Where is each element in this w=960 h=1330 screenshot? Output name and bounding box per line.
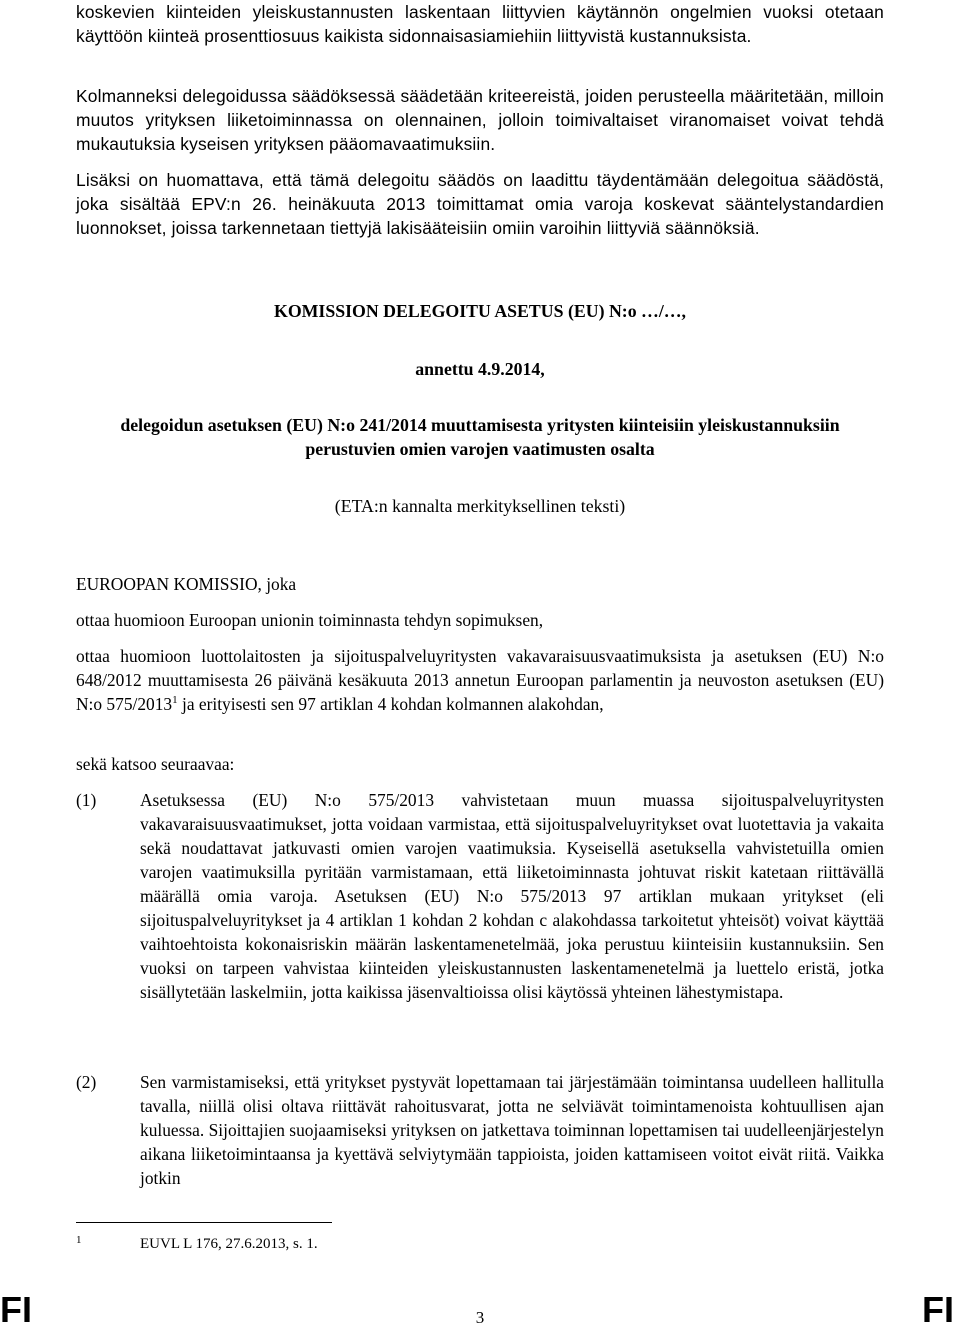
recital-number: (1) [76, 790, 97, 810]
paragraph-additionally: Lisäksi on huomattava, että tämä delegoitu säädös on laadittu täydentämään delegoitua säädöstä, joka sisältää EPV:n 26. heinäkuuta 2013 toimittamat omia varoja koskevat sääntelystandardien luonnokset, joissa tarkennetaan tiettyjä lakisääteisiin omiin varoihin liittyviä säännöksiä. [76, 170, 884, 238]
preamble-commission: EUROOPAN KOMISSIO, joka [76, 574, 297, 594]
preamble-regulation [76, 644, 884, 716]
paragraph-intro-continued: koskevien kiinteiden yleiskustannusten laskentaan liittyvien käytännön ongelmien vuoksi otetaan käyttöön kiinteä prosenttiosuus kaikista sidonnaisasiamiehiin liittyvistä kustannuksista. [76, 2, 884, 46]
recital-text: Asetuksessa (EU) N:o 575/2013 vahvistetaan muun muassa sijoituspalveluyritysten vakavaraisuusvaatimukset, jotta voidaan varmistaa, että sijoituspalveluyritykset ovat luotettavia ja vakaita sekä noudattavat jatkuvasti omien varojen vaatimuksia. Kyseisellä asetuksella vahvistetuilla omien varojen vaatimuksilla pyritään varmistamaan, että liiketoiminnasta johtuvat riskit katetaan riittävällä määrällä omia varoja. Asetuksen (EU) N:o 575/2013 97 artiklan mukaan yritykset (eli sijoituspalveluyritykset ja 4 artiklan 1 kohdan 2 kohdan c alakohdassa tarkoitetut yhteisöt) voivat käyttää vaihtoehtoista kokonaisriskin määrän laskentamenetelmää, joka perustuu kiinteisiin kustannuksiin. Sen vuoksi on tarpeen vahvistaa kiinteiden yleiskustannusten laskentamenetelmä ja luettelo eristä, jotka sisällytetään laskelmiin, jotta kaikissa jäsenvaltioissa olisi käytössä yhteinen lähestymistapa. [140, 790, 884, 1002]
recital-number: (2) [76, 1072, 97, 1092]
regulation-date: annettu 4.9.2014, [415, 359, 545, 379]
footnote-text: EUVL L 176, 27.6.2013, s. 1. [140, 1236, 318, 1252]
regulation-title: KOMISSION DELEGOITU ASETUS (EU) N:o …/…, [273, 301, 686, 321]
footnote-reference[interactable]: 1 [172, 694, 178, 707]
language-code-left: FI [0, 1289, 32, 1330]
page-number: 3 [475, 1308, 485, 1327]
language-code-right: FI [922, 1289, 954, 1330]
preamble-regulation-text-end: ja erityisesti sen 97 artiklan 4 kohdan kolmannen alakohdan, [177, 694, 604, 714]
footnote-number: 1 [76, 1234, 82, 1246]
footnote-separator [76, 1222, 332, 1223]
preamble-whereas: sekä katsoo seuraavaa: [76, 754, 235, 774]
regulation-subject: delegoidun asetuksen (EU) N:o 241/2014 muuttamisesta yritysten kiinteisiin yleiskustannuksiin perustuvien omien varojen vaatimusten osalta [120, 415, 840, 459]
preamble-treaty: ottaa huomioon Euroopan unionin toiminnasta tehdyn sopimuksen, [76, 610, 544, 630]
preamble-regulation-text: ottaa huomioon luottolaitosten ja sijoituspalveluyritysten vakavaraisuusvaatimuksista ja asetuksen (EU) N:o 648/2012 muuttamisesta 26 päivänä kesäkuuta 2013 annetun Euroopan parlamentin ja neuvoston asetuksen (EU) N:o 575/2013 [76, 646, 884, 714]
paragraph-third-criteria: Kolmanneksi delegoidussa säädöksessä säädetään kriteereistä, joiden perusteella määritetään, milloin muutos yrityksen liiketoiminnassa on olennainen, jolloin toimivaltaiset viranomaiset voivat tehdä mukautuksia kyseisen yrityksen pääomavaatimuksiin. [76, 86, 884, 154]
eea-relevance: (ETA:n kannalta merkityksellinen teksti) [334, 496, 626, 516]
recital-text: Sen varmistamiseksi, että yritykset pystyvät lopettamaan tai järjestämään toimintansa uudelleen hallitulla tavalla, niillä olisi oltava riittävät rahoitusvarat, jotta ne selviävät toimintamenoista kohtuullisen ajan kuluessa. Sijoittajien suojaamiseksi yrityksen on jatkettava toiminnan lopettamisen tai uudelleenjärjestelyn aikana liiketoimintaansa ja kyettävä selviytymään tappioista, joiden kattamiseen voitot eivät riitä. Vaikka jotkin [140, 1072, 884, 1188]
